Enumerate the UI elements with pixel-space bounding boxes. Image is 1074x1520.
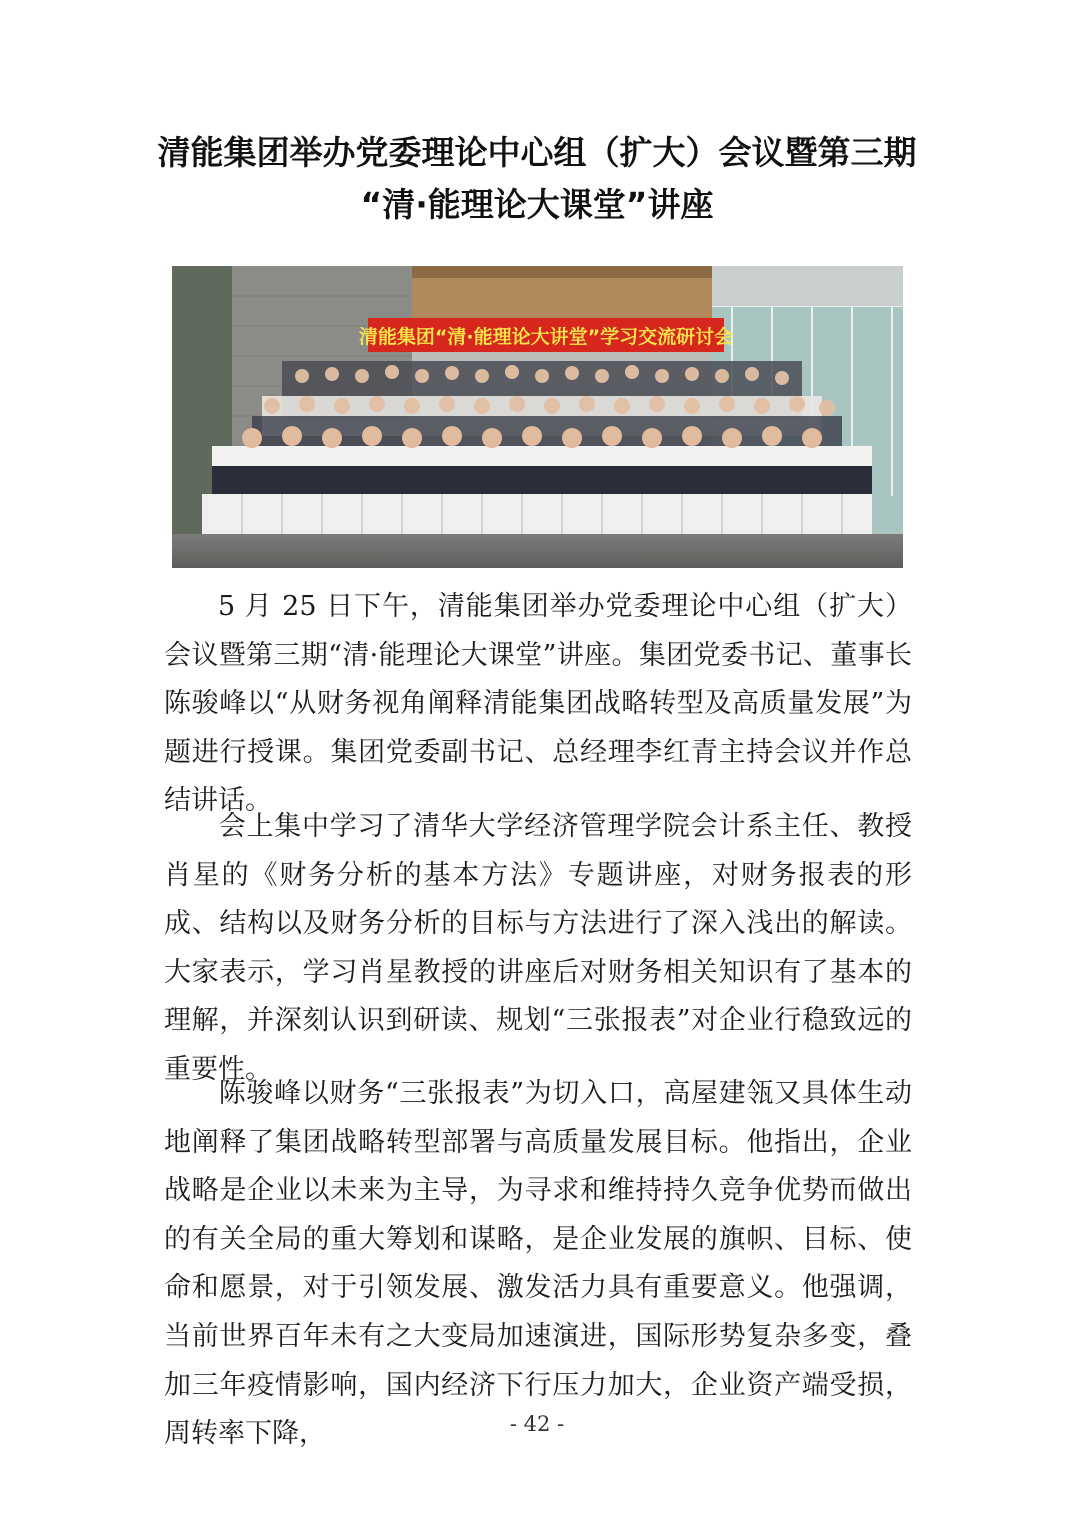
- paragraph-2: 会上集中学习了清华大学经济管理学院会计系主任、教授肖星的《财务分析的基本方法》专题讲座，对财务报表的形成、结构以及财务分析的目标与方法进行了深入浅出的解读。大家表示，学习肖星教授的讲座后对财务相关知识有了基本的理解，并深刻认识到研读、规划“三张报表”对企业行稳致远的重要性。: [164, 811, 912, 1085]
- people-front-row: [212, 446, 872, 496]
- group-photo: [172, 266, 903, 568]
- event-banner-text: 清能集团“清·能理论大讲堂”学习交流研讨会: [358, 326, 734, 348]
- page-number: - 42 -: [509, 1412, 565, 1436]
- article-title-line-1: 清能集团举办党委理论中心组（扩大）会议暨第三期: [157, 133, 917, 172]
- paragraph-3: 陈骏峰以财务“三张报表”为切入口，高屋建瓴又具体生动地阐释了集团战略转型部署与高质量发展目标。他指出，企业战略是企业以未来为主导，为寻求和维持持久竞争优势而做出的有关全局的重大筹划和谋略，是企业发展的旗帜、目标、使命和愿景，对于引领发展、激发活力具有重要意义。他强调，当前世界百年未有之大变局加速演进，国际形势复杂多变，叠加三年疫情影响，国内经济下行压力加大，企业资产端受损，周转率下降，: [164, 1078, 912, 1450]
- paragraph-1: 5 月 25 日下午，清能集团举办党委理论中心组（扩大）会议暨第三期“清·能理论大课堂”讲座。集团党委书记、董事长陈骏峰以“从财务视角阐释清能集团战略转型及高质量发展”为题进行授课。集团党委副书记、总经理李红青主持会议并作总结讲话。: [164, 591, 912, 817]
- article-title-line-2: “清·能理论大课堂”讲座: [360, 185, 714, 224]
- chairs: [202, 494, 872, 534]
